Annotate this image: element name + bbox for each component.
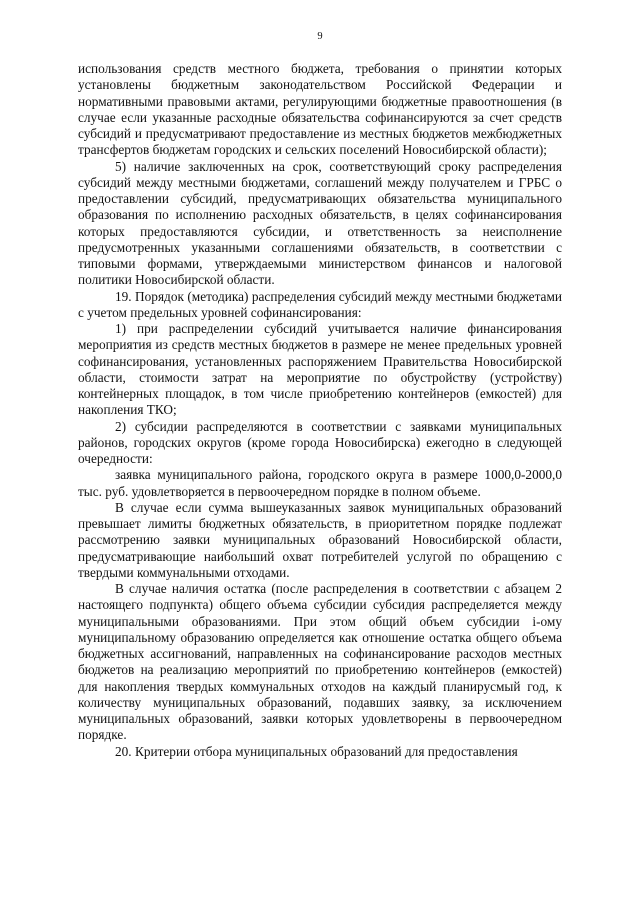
paragraph-item-2: 2) субсидии распределяются в соответствии с заявками муниципальных районов, городских округов (кроме города Новосибирска) ежегодно в следующей очередности: [78,418,562,466]
page-number: 9 [317,31,323,42]
paragraph-item-1: 1) при распределении субсидий учитывается наличие финансирования мероприятия из средств местных бюджетов в размере не менее предельных уровней софинансирования, установленных распоряжением Правительства Новосибирской области, стоимости затрат на мероприятие по обустройству (устройству) контейнерных площадок, в том числе приобретению контейнеров (емкостей) для накопления ТКО; [78,321,562,418]
paragraph-section-20: 20. Критерии отбора муниципальных образований для предоставления [115,743,518,759]
document-body [78,61,562,760]
paragraph-application-size: заявка муниципального района, городского округа в размере 1000,0-2000,0 тыс. руб. удовлетворяется в первоочередном порядке в полном объеме. [78,467,562,499]
paragraph-continuation: использования средств местного бюджета, требования о принятии которых установлены бюджетным законодательством Российской Федерации и нормативными правовыми актами, регулирующими бюджетные правоотношения (в случае если указанные расходные обязательства софинансируются за счет средств субсидий и предусматривают предоставление из местных бюджетов межбюджетных трансфертов бюджетам городских и сельских поселений Новосибирской области); [78,61,562,158]
paragraph-remainder: В случае наличия остатка (после распределения в соответствии с абзацем 2 настоящего подпункта) общего объема субсидии субсидия распределяется между муниципальными образованиями. При этом общий объем субсидии i-ому муниципальному образованию определяется как отношение остатка общего объема бюджетных ассигнований, направленных на софинансирование расходов местных бюджетов на реализацию мероприятий по приобретению контейнеров (емкостей) для накопления твердых коммунальных отходов на каждый планирусмый год, к количеству муниципальных образований, подавших заявку, за исключением муниципальных образований, заявки которых удовлетворены в первоочередном порядке. [78,581,562,743]
paragraph-priority: В случае если сумма вышеуказанных заявок муниципальных образований превышает лимиты бюджетных обязательств, в приоритетном порядке подлежат рассмотрению заявки муниципальных образований Новосибирской области, предусматривающие наибольший охват потребителей услугой по обращению с твердыми коммунальными отходами. [78,499,562,580]
paragraph-section-19: 19. Порядок (методика) распределения субсидий между местными бюджетами с учетом предельных уровней софинансирования: [78,288,562,320]
paragraph-item-5: 5) наличие заключенных на срок, соответствующий сроку распределения субсидий между местными бюджетами, соглашений между получателем и ГРБС о предоставлении субсидий, предусматривающих обязательства муниципального образования по исполнению расходных обязательств, в целях софинансирования которых предоставляются субсидии, и ответственность за неисполнение предусмотренных указанными соглашениями обязательств, в соответствии с типовыми формами, утверждаемыми министерством финансов и налоговой политики Новосибирской области. [78,158,562,288]
